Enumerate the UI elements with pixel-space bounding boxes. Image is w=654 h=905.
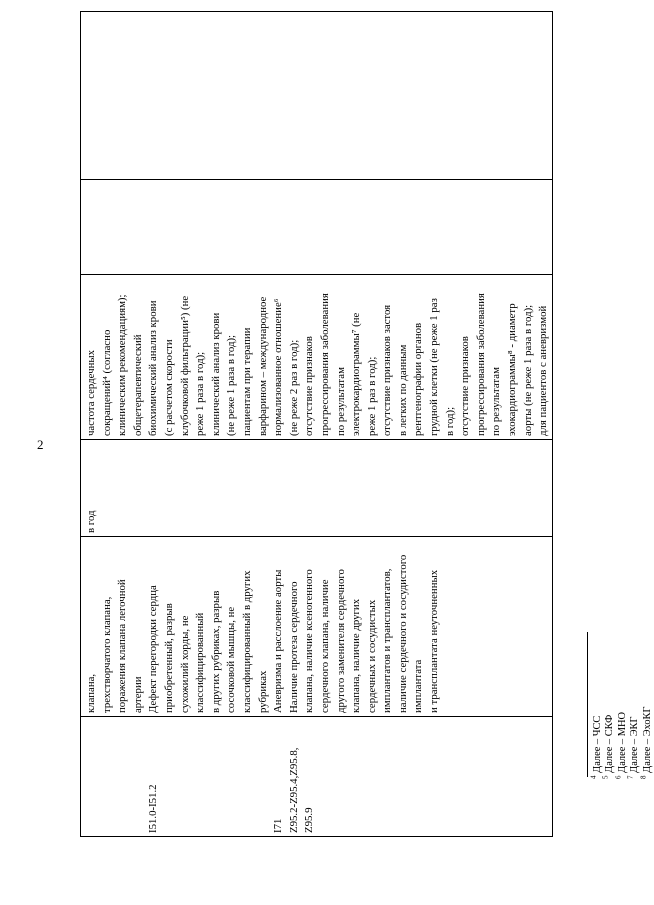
parameters-line: эхокардиограммы⁸ - диаметр xyxy=(506,303,519,436)
diagnoses-line: классифицированный xyxy=(194,612,207,713)
footnote-text: Далее – СКФ xyxy=(604,714,616,773)
parameters-line: реже 1 раз в год); xyxy=(365,356,378,436)
footnotes xyxy=(589,706,654,780)
parameters-line: отсутствие признаков xyxy=(459,336,472,436)
diagnoses-line: рубриках xyxy=(256,670,269,713)
page-number: 2 xyxy=(37,437,44,452)
parameters-line: клубочковой фильтрации⁵) (не xyxy=(178,295,191,436)
cell-codes xyxy=(81,717,553,837)
parameters-line: прогрессирования заболевания xyxy=(474,293,487,436)
parameters-line: частота сердечных xyxy=(85,349,97,436)
diagnoses-line: сосочковой мышцы, не xyxy=(225,606,238,713)
cell-frequency xyxy=(81,440,553,537)
parameters-line: общетерапевтический xyxy=(131,334,144,436)
diagnoses-line: поражения клапана легочной xyxy=(116,579,129,713)
observation-table xyxy=(80,11,553,837)
diagnoses-line: Аневризма и расслоение аорты xyxy=(272,569,285,713)
diagnoses-line: Дефект перегородки сердца xyxy=(147,585,160,713)
diagnoses-line: имплантата xyxy=(412,659,425,713)
parameters-line: пациентам при терапии xyxy=(240,327,253,436)
codes-line: I51.0-I51.2 xyxy=(147,784,160,833)
parameters-line: реже 1 раза в год); xyxy=(194,351,207,436)
parameters-line: по результатам xyxy=(334,367,347,436)
diagnoses-line: клапана, xyxy=(85,673,97,713)
parameters-line: отсутствие признаков xyxy=(303,336,316,436)
footnote xyxy=(614,707,629,780)
footnote xyxy=(601,707,616,780)
footnote xyxy=(639,706,654,780)
cell-empty-6 xyxy=(81,12,553,180)
footnote-text: Далее – ЭхоКГ xyxy=(641,706,653,773)
parameters-column xyxy=(84,278,552,436)
diagnoses-line: клапана, наличие ксеногенного xyxy=(303,569,316,713)
parameters-line: рентгенографии органов xyxy=(412,322,425,436)
frequency-line: в год xyxy=(85,510,97,533)
parameters-line: прогрессирования заболевания xyxy=(318,293,331,436)
diagnoses-line: приобретенный, разрыв xyxy=(162,603,175,713)
diagnoses-line: клапана, наличие других xyxy=(350,598,363,713)
parameters-line: нормализованное отношение⁶ xyxy=(272,298,285,436)
footnote-mark: 5 xyxy=(601,775,610,779)
footnote-mark: 6 xyxy=(614,775,623,779)
diagnoses-line: артерии xyxy=(131,676,144,713)
diagnoses-line: трехстворчатого клапана, xyxy=(100,596,113,713)
footnote-mark: 7 xyxy=(626,775,635,779)
parameters-line: по результатам xyxy=(490,367,503,436)
codes-column xyxy=(84,720,318,833)
parameters-line: клиническим рекомендациям); xyxy=(116,294,129,436)
codes-line: Z95.2-Z95.4,Z95.8, xyxy=(287,747,300,833)
cell-diagnoses xyxy=(81,537,553,717)
parameters-line: клинический анализ крови xyxy=(209,312,222,436)
diagnoses-line: имплантатов и трансплантатов, xyxy=(381,568,394,713)
parameters-line: сокращений⁴ (согласно xyxy=(100,329,113,436)
parameters-line: в год); xyxy=(443,406,456,436)
parameters-line: варфарином – международное xyxy=(256,296,269,436)
footnote-text: Далее – ЧСС xyxy=(592,715,603,773)
parameters-line: для пациентов с аневризмой xyxy=(537,305,550,436)
footnote-separator xyxy=(587,632,588,777)
footnote-text: Далее – МНО xyxy=(616,712,628,773)
parameters-line: аорты (не реже 1 раза в год); xyxy=(521,304,534,436)
footnote xyxy=(589,707,604,780)
parameters-line: грудной клетки (не реже 1 раз xyxy=(428,298,441,436)
parameters-line: электрокардиограммы⁷ (не xyxy=(350,312,363,436)
parameters-line: (не реже 2 раз в год); xyxy=(287,339,300,436)
diagnoses-line: сердечных и сосудистых xyxy=(365,599,378,713)
parameters-line: (с расчетом скорости xyxy=(162,339,175,436)
diagnoses-line: другого заменителя сердечного xyxy=(334,569,347,713)
spacer xyxy=(84,720,146,833)
diagnoses-column xyxy=(84,540,443,713)
parameters-line: биохимический анализ крови xyxy=(147,300,160,436)
parameters-line: отсутствие признаков застоя xyxy=(381,304,394,436)
diagnoses-line: классифицированный в других xyxy=(240,570,253,713)
frequency-column xyxy=(84,443,100,533)
cell-empty-5 xyxy=(81,180,553,275)
footnote-mark: 8 xyxy=(639,775,648,779)
diagnoses-line: наличие сердечного и сосудистого xyxy=(396,554,409,713)
diagnoses-line: и трансплантата неуточненных xyxy=(428,569,441,713)
diagnoses-line: сердечного клапана, наличие xyxy=(318,579,331,713)
diagnoses-line: Наличие протеза сердечного xyxy=(287,581,300,713)
footnote-text: Далее – ЭКГ xyxy=(629,716,641,773)
codes-line: Z95.9 xyxy=(303,807,316,833)
cell-parameters xyxy=(81,275,553,440)
footnote xyxy=(626,707,641,780)
diagnoses-line: в других рубриках, разрыв xyxy=(209,590,222,713)
parameters-line: в легких по данным xyxy=(396,344,409,436)
parameters-line: (не реже 1 раза в год); xyxy=(225,334,238,436)
diagnoses-line: сухожилий хорды, не xyxy=(178,615,191,713)
codes-line: I71 xyxy=(272,818,285,833)
footnote-mark: 4 xyxy=(589,775,598,779)
spacer xyxy=(162,720,271,833)
